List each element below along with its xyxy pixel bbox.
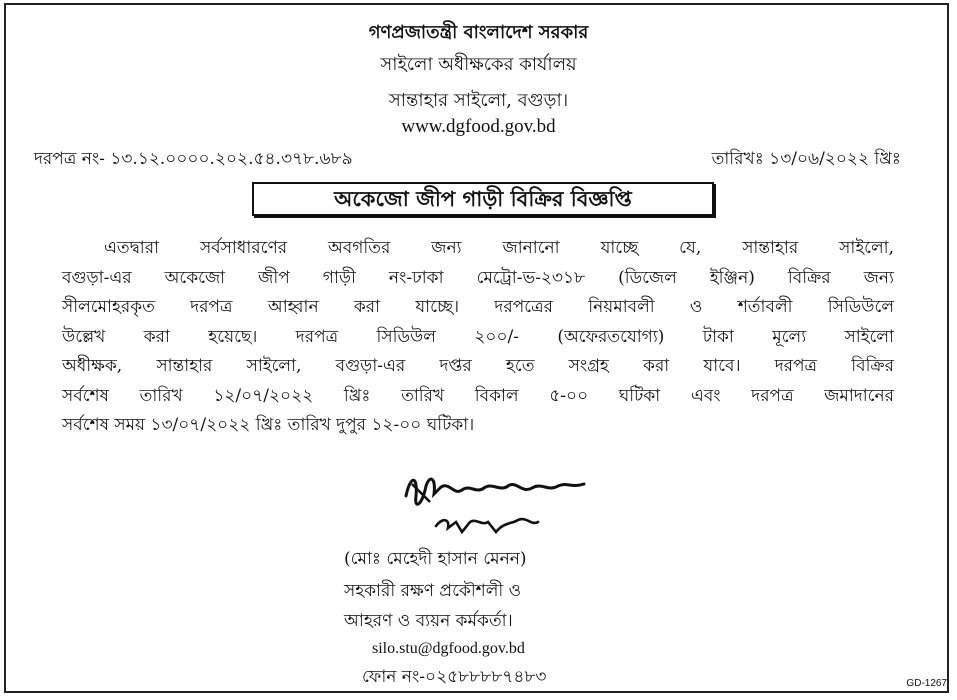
body-line: বগুড়া-এর অকেজো জীপ গাড়ী নং-ঢাকা মেট্রো-ভ-২৩১৮ (ডিজেল ইঞ্জিন) বিক্রির জন্য [62,267,894,288]
signatory-name: (মোঃ মেহেদী হাসান মেনন) [344,549,527,569]
body-line: সীলমোহরকৃত দরপত্র আহ্বান করা যাচ্ছে। দরপত্রের নিয়মাবলী ও শর্তাবলী সিডিউলে [62,297,894,317]
signatory-email[interactable]: silo.stu@dgfood.gov.bd [372,640,525,657]
notice-title: অকেজো জীপ গাড়ী বিক্রির বিজ্ঞপ্তি [252,182,714,216]
handwritten-signature [396,466,596,546]
government-heading: গণপ্রজাতন্ত্রী বাংলাদেশ সরকার [368,22,589,43]
body-line: সর্বশেষ তারিখ ১২/০৭/২০২২ খ্রিঃ তারিখ বিকাল ৫-০০ ঘটিকা এবং দরপত্র জমাদানের [62,385,894,406]
office-heading: সাইলো অধীক্ষকের কার্যালয় [380,54,577,75]
location-heading: সান্তাহার সাইলো, বগুড়া। [388,90,569,111]
body-line: উল্লেখ করা হয়েছে। দরপত্র সিডিউল ২০০/- (অফেরতযোগ্য) টাকা মূল্যে সাইলো [62,326,894,347]
website-link[interactable]: www.dgfood.gov.bd [401,116,556,137]
footer-code: GD-1267 [906,678,947,689]
signatory-designation: আহরণ ও ব্যয়ন কর্মকর্তা। [344,611,513,631]
body-line: অধীক্ষক, সান্তাহার সাইলো, বগুড়া-এর দপ্তর হতে সংগ্রহ করা যাবে। দরপত্র বিক্রির [62,356,894,376]
memo-number: দরপত্র নং- ১৩.১২.০০০০.২০২.৫৪.৩৭৮.৬৮৯ [34,149,353,169]
signatory-designation: সহকারী রক্ষণ প্রকৌশলী ও [344,581,522,601]
body-line: সর্বশেষ সময় ১৩/০৭/২০২২ খ্রিঃ তারিখ দুপুর ১২-০০ ঘটিকা। [62,415,475,435]
memo-date: তারিখঃ ১৩/০৬/২০২২ খ্রিঃ [711,149,901,169]
notice-body [62,234,894,441]
body-line: এতদ্বারা সর্বসাধারণের অবগতির জন্য জানানো যাচ্ছে যে, সান্তাহার সাইলো, [104,238,894,258]
signatory-phone: ফোন নং-০২৫৮৮৮৮৭৪৮৩ [362,667,547,687]
